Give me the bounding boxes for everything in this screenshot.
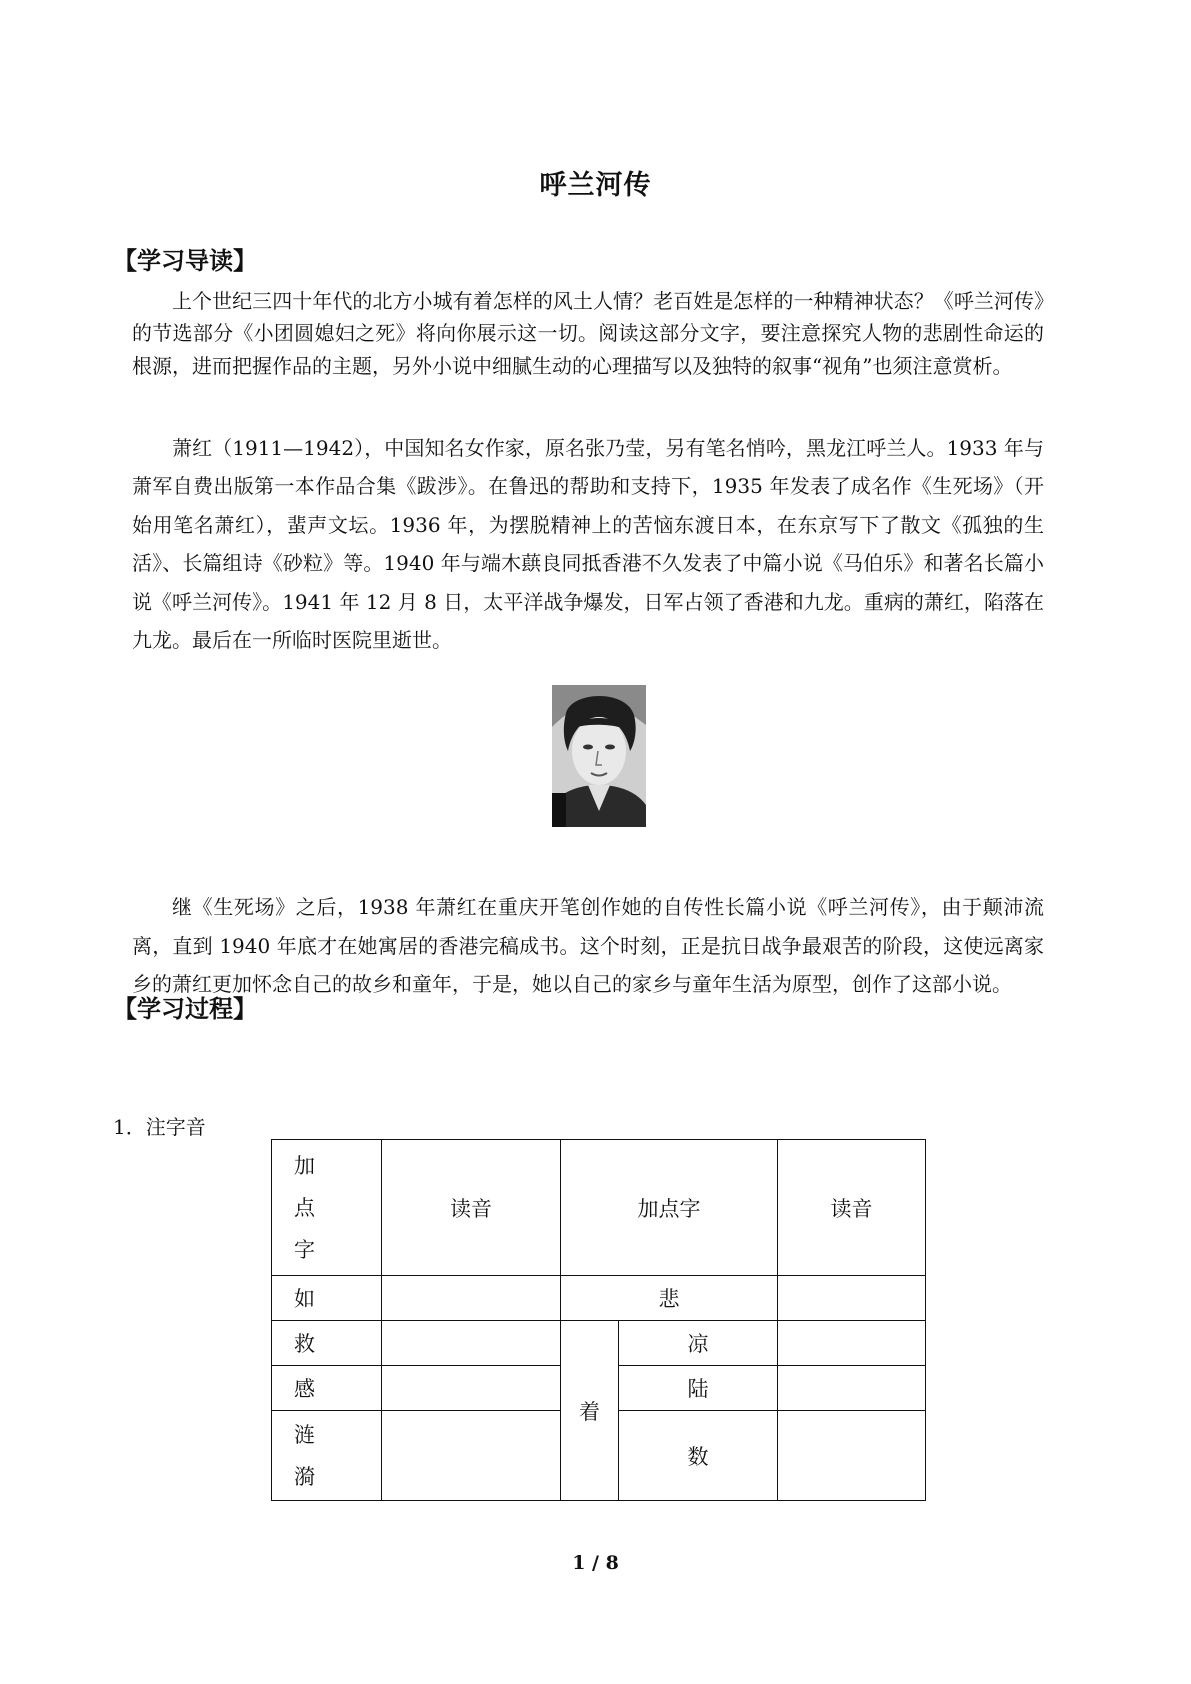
page-title: 呼兰河传	[539, 170, 652, 201]
header-char-2: 加点字	[561, 1140, 778, 1276]
reading-input-cell[interactable]	[778, 1411, 926, 1501]
author-portrait	[552, 685, 646, 827]
reading-input-cell[interactable]	[382, 1411, 561, 1501]
table-row	[272, 1276, 926, 1321]
guide-paragraph-intro: 上个世纪三四十年代的北方小城有着怎样的风土人情？老百姓是怎样的一种精神状态？《呼兰河传》的节选部分《小团圆媳妇之死》将向你展示这一切。阅读这部分文字，要注意探究人物的悲剧性命运的根源，进而把握作品的主题，另外小说中细腻生动的心理描写以及独特的叙事“视角”也须注意赏析。	[132, 289, 1044, 378]
reading-input-cell[interactable]	[778, 1366, 926, 1411]
table-row	[272, 1321, 926, 1366]
reading-input-cell[interactable]	[778, 1321, 926, 1366]
char-cell: 数	[619, 1411, 778, 1501]
reading-input-cell[interactable]	[382, 1366, 561, 1411]
char-cell: 凉	[619, 1321, 778, 1366]
header-reading-2: 读音	[778, 1140, 926, 1276]
question-1-label: 1．注字音	[113, 1115, 206, 1139]
page-number: 1 / 8	[572, 1552, 619, 1574]
header-char-1: 加点字	[272, 1140, 382, 1276]
reading-input-cell[interactable]	[382, 1321, 561, 1366]
char-cell: 救	[272, 1321, 382, 1366]
table-header-row	[272, 1140, 926, 1276]
guide-heading: 【学习导读】	[113, 247, 257, 275]
char-cell: 如	[272, 1276, 382, 1321]
char-cell: 涟漪	[272, 1411, 382, 1501]
char-cell: 感	[272, 1366, 382, 1411]
guide-paragraph-novel: 继《生死场》之后，1938 年萧红在重庆开笔创作她的自传性长篇小说《呼兰河传》，由于颠沛流离，直到 1940 年底才在她寓居的香港完稿成书。这个时刻，正是抗日战争最艰苦的阶段，这使远离家乡的萧红更加怀念自己的故乡和童年，于是，她以自己的家乡与童年生活为原型，创作了这部小说。	[132, 895, 1044, 996]
process-heading: 【学习过程】	[113, 995, 257, 1023]
char-cell: 悲	[561, 1276, 778, 1321]
header-reading-1: 读音	[382, 1140, 561, 1276]
guide-paragraph-author: 萧红（1911—1942），中国知名女作家，原名张乃莹，另有笔名悄吟，黑龙江呼兰人。1933 年与萧军自费出版第一本作品合集《跋涉》。在鲁迅的帮助和支持下，1935 年发表了成名作《生死场》（开始用笔名萧红），蜚声文坛。1936 年，为摆脱精神上的苦恼东渡日本，在东京写下了散文《孤独的生活》、长篇组诗《砂粒》等。1940 年与端木蕻良同抵香港不久发表了中篇小说《马伯乐》和著名长篇小说《呼兰河传》。1941 年 12 月 8 日，太平洋战争爆发，日军占领了香港和九龙。重病的萧红，陷落在九龙。最后在一所临时医院里逝世。	[132, 436, 1044, 653]
char-cell: 陆	[619, 1366, 778, 1411]
char-cell-merged: 着	[561, 1321, 619, 1501]
reading-input-cell[interactable]	[382, 1276, 561, 1321]
reading-input-cell[interactable]	[778, 1276, 926, 1321]
pinyin-table	[271, 1139, 926, 1501]
